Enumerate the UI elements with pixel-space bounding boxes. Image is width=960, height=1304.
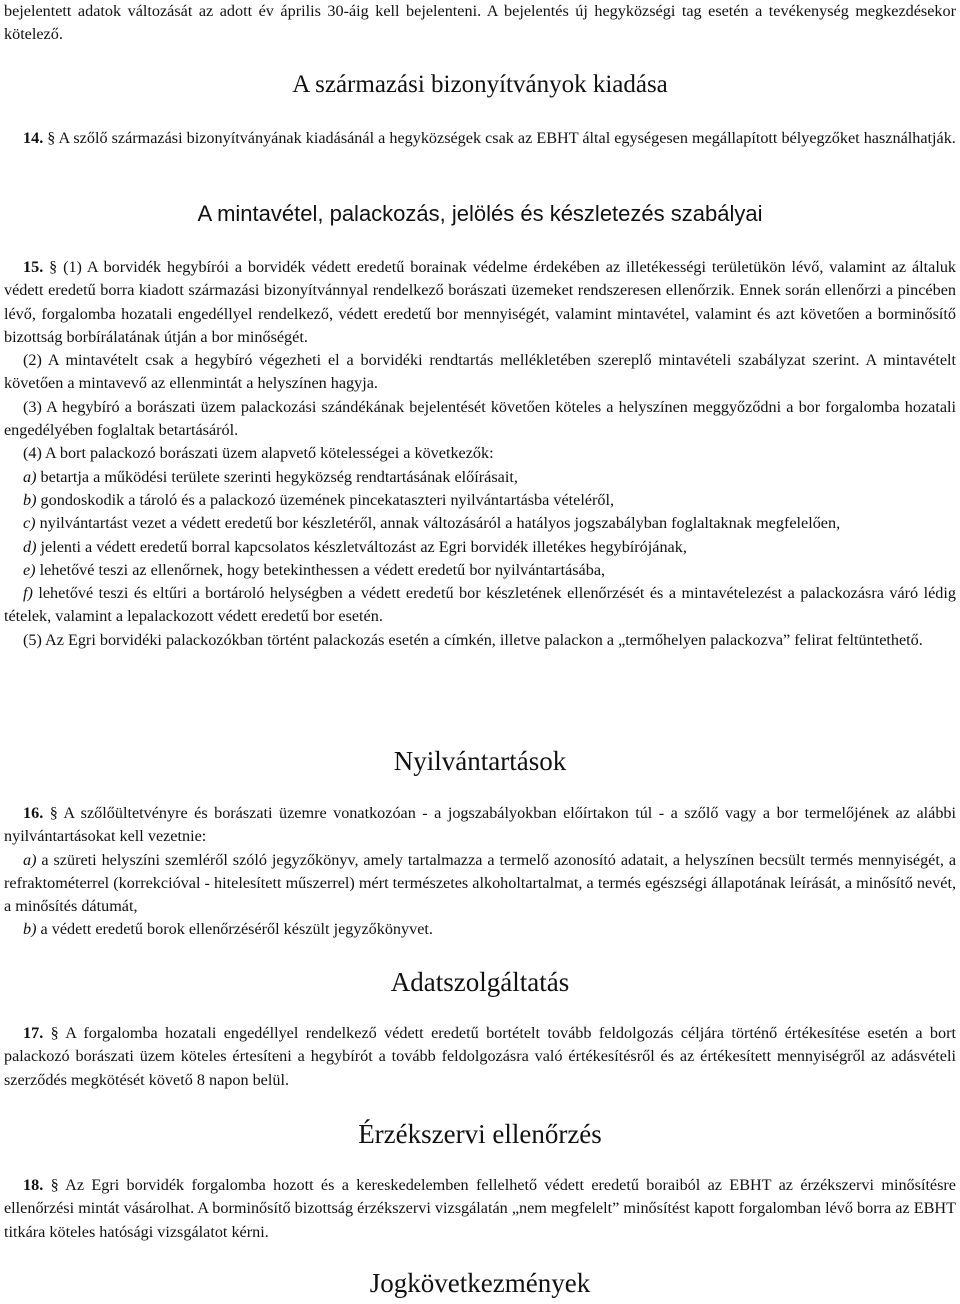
- paragraph-text: A szőlőültetvényre és borászati üzemre vonatkozóan - a jogszabályokban előírtakon túl - a szőlő vagy a bor termelőjének az alábbi nyilvántartásokat kell vezetnie:: [4, 804, 957, 846]
- list-text: a védett eredetű borok ellenőrzéséről készült jegyzőkönyvet.: [40, 920, 433, 939]
- section-sign-icon: §: [50, 1176, 59, 1194]
- list-text: lehetővé teszi és eltűri a bortároló helységben a védett eredetű bor készletének ellenőrzését és a mintavételezést a palackozásra váró lédig tételek, valamint a lepalackozott védett eredetű bor esetén.: [4, 584, 956, 626]
- paragraph-18: [4, 1174, 956, 1244]
- list-text: gondoskodik a tároló és a palackozó üzemének pincekataszteri nyilvántartásba vételéről,: [40, 490, 615, 509]
- list-letter: a): [23, 467, 37, 486]
- section-heading-records: Nyilvántartások: [393, 746, 567, 776]
- list-item-b: [4, 918, 956, 941]
- list-text: jelenti a védett eredetű borral kapcsolatos készletváltozást az Egri borvidék illetékes hegybírójának,: [40, 537, 687, 556]
- section-heading-certificates: A származási bizonyítványok kiadása: [292, 71, 668, 98]
- list-item-d: [4, 536, 956, 559]
- section-number: 14.: [23, 129, 44, 147]
- paragraph-15-2: (2) A mintavételt csak a hegybíró végezheti el a borvidéki rendtartás mellékletében szereplő mintavételi szabályzat szerint. A mintavételt követően a mintavevő az ellenmintát a helyszínen hagyja.: [4, 351, 956, 393]
- list-text: a szüreti helyszíni szemléről szóló jegyzőkönyv, amely tartalmazza a termelő azonosító adatait, a helyszínen becsült termés mennyiségét, a refraktométerrel (korrekcióval - hitelesített műszerrel) mért természetes alkoholtartalmat, a termés egészségi állapotának leírását, a minősítő nevét, a minősítés dátumát,: [4, 850, 956, 916]
- list-letter: f): [23, 584, 33, 603]
- list-text: lehetővé teszi az ellenőrnek, hogy betekinthessen a védett eredetű bor nyilvántartásába,: [39, 560, 606, 579]
- list-item-a: [4, 466, 956, 489]
- list-letter: e): [23, 560, 36, 579]
- section-16-block: [4, 802, 956, 942]
- list-item-b: [4, 489, 956, 512]
- section-sign-icon: §: [49, 804, 58, 822]
- list-item-a: [4, 849, 956, 919]
- paragraph-14: [4, 127, 956, 150]
- list-letter: c): [23, 514, 36, 533]
- section-number: 17.: [23, 1024, 44, 1042]
- list-letter: b): [23, 490, 37, 509]
- paragraph-text: A forgalomba hozatali engedéllyel rendelkező védett eredetű bortételt tovább feldolgozás céljára történő értékesítése esetén a bort palackozó borászati üzem köteles értesíteni a hegybírót a tovább feldolgozásra való értékesítésről és az értékesített mennyiségről az adásvételi szerződés megkötését követő 8 napon belül.: [4, 1024, 956, 1089]
- paragraph-15-3: (3) A hegybíró a borászati üzem palackozási szándékának bejelentését követően köteles a helyszínen meggyőződni a bor forgalomba hozatali engedélyében foglaltak betartásáról.: [4, 397, 956, 440]
- section-number: 15.: [23, 258, 44, 276]
- paragraph-text: A szőlő származási bizonyítványának kiadásánál a hegyközségek csak az EBHT által egységesen megállapított bélyegzőket használhatják.: [58, 129, 956, 147]
- section-sign-icon: §: [49, 258, 58, 276]
- list-item-e: [4, 559, 956, 582]
- paragraph-text: Az Egri borvidék forgalomba hozott és a kereskedelemben fellelhető védett eredetű boraiból az EBHT az érzékszervi minősítésre ellenőrzési mintát vásárolhat. A borminősítő bizottság érzékszervi vizsgálatán „nem megfelelt” minősítést kapott forgalomban lévő borra az EBHT titkára köteles hatósági vizsgálatot kérni.: [4, 1176, 956, 1241]
- section-sign-icon: §: [47, 129, 56, 147]
- paragraph-15-1: [4, 256, 956, 349]
- paragraph-17: [4, 1022, 956, 1092]
- list-letter: d): [23, 537, 37, 556]
- paragraph-text: (1) A borvidék hegybírói a borvidék védett eredetű borainak védelme érdekében az illetékességi területükön lévő, valamint az általuk védett eredetű borra kiadott származási bizonyítvánnyal rendelkező borászati üzemeket rendszeresen ellenőrzik. Ennek során ellenőrzi a pincében lévő, forgalomba hozatali engedéllyel rendelkező, védett eredetű bor mennyiségét, valamint mintavétel, valamint és azt követően a borminősítő bizottság borbírálatának útján a bor minőségét.: [4, 258, 957, 346]
- list-text: betartja a működési területe szerinti hegyközség rendtartásának előírásait,: [40, 467, 518, 486]
- section-number: 18.: [23, 1176, 44, 1194]
- section-heading-legal-consequences: Jogkövetkezmények: [369, 1268, 591, 1298]
- intro-paragraph: bejelentett adatok változását az adott év április 30-áig kell bejelenteni. A bejelentés új hegyközségi tag esetén a tevékenység megkezdésekor kötelező.: [4, 2, 956, 44]
- paragraph-15-4: (4) A bort palackozó borászati üzem alapvető kötelességei a következők:: [23, 444, 494, 463]
- section-number: 16.: [23, 804, 44, 822]
- list-item-f: [4, 582, 956, 629]
- section-sign-icon: §: [50, 1024, 59, 1042]
- section-15-block: [4, 256, 956, 652]
- list-text: nyilvántartást vezet a védett eredetű bor készletéről, annak változásáról a hatályos jogszabályban foglaltaknak megfelelően,: [39, 514, 841, 533]
- section-heading-data-supply: Adatszolgáltatás: [390, 967, 570, 997]
- list-letter: a): [23, 850, 37, 869]
- paragraph-16: [4, 802, 956, 849]
- paragraph-15-5: (5) Az Egri borvidéki palackozókban történt palackozás esetén a címkén, illetve palackon a „termőhelyen palackozva” felirat feltüntethető.: [23, 630, 923, 649]
- section-heading-sensory-check: Érzékszervi ellenőrzés: [358, 1119, 602, 1149]
- list-letter: b): [23, 920, 37, 939]
- list-item-c: [4, 512, 956, 535]
- section-heading-sampling: A mintavétel, palackozás, jelölés és készletezés szabályai: [197, 201, 763, 226]
